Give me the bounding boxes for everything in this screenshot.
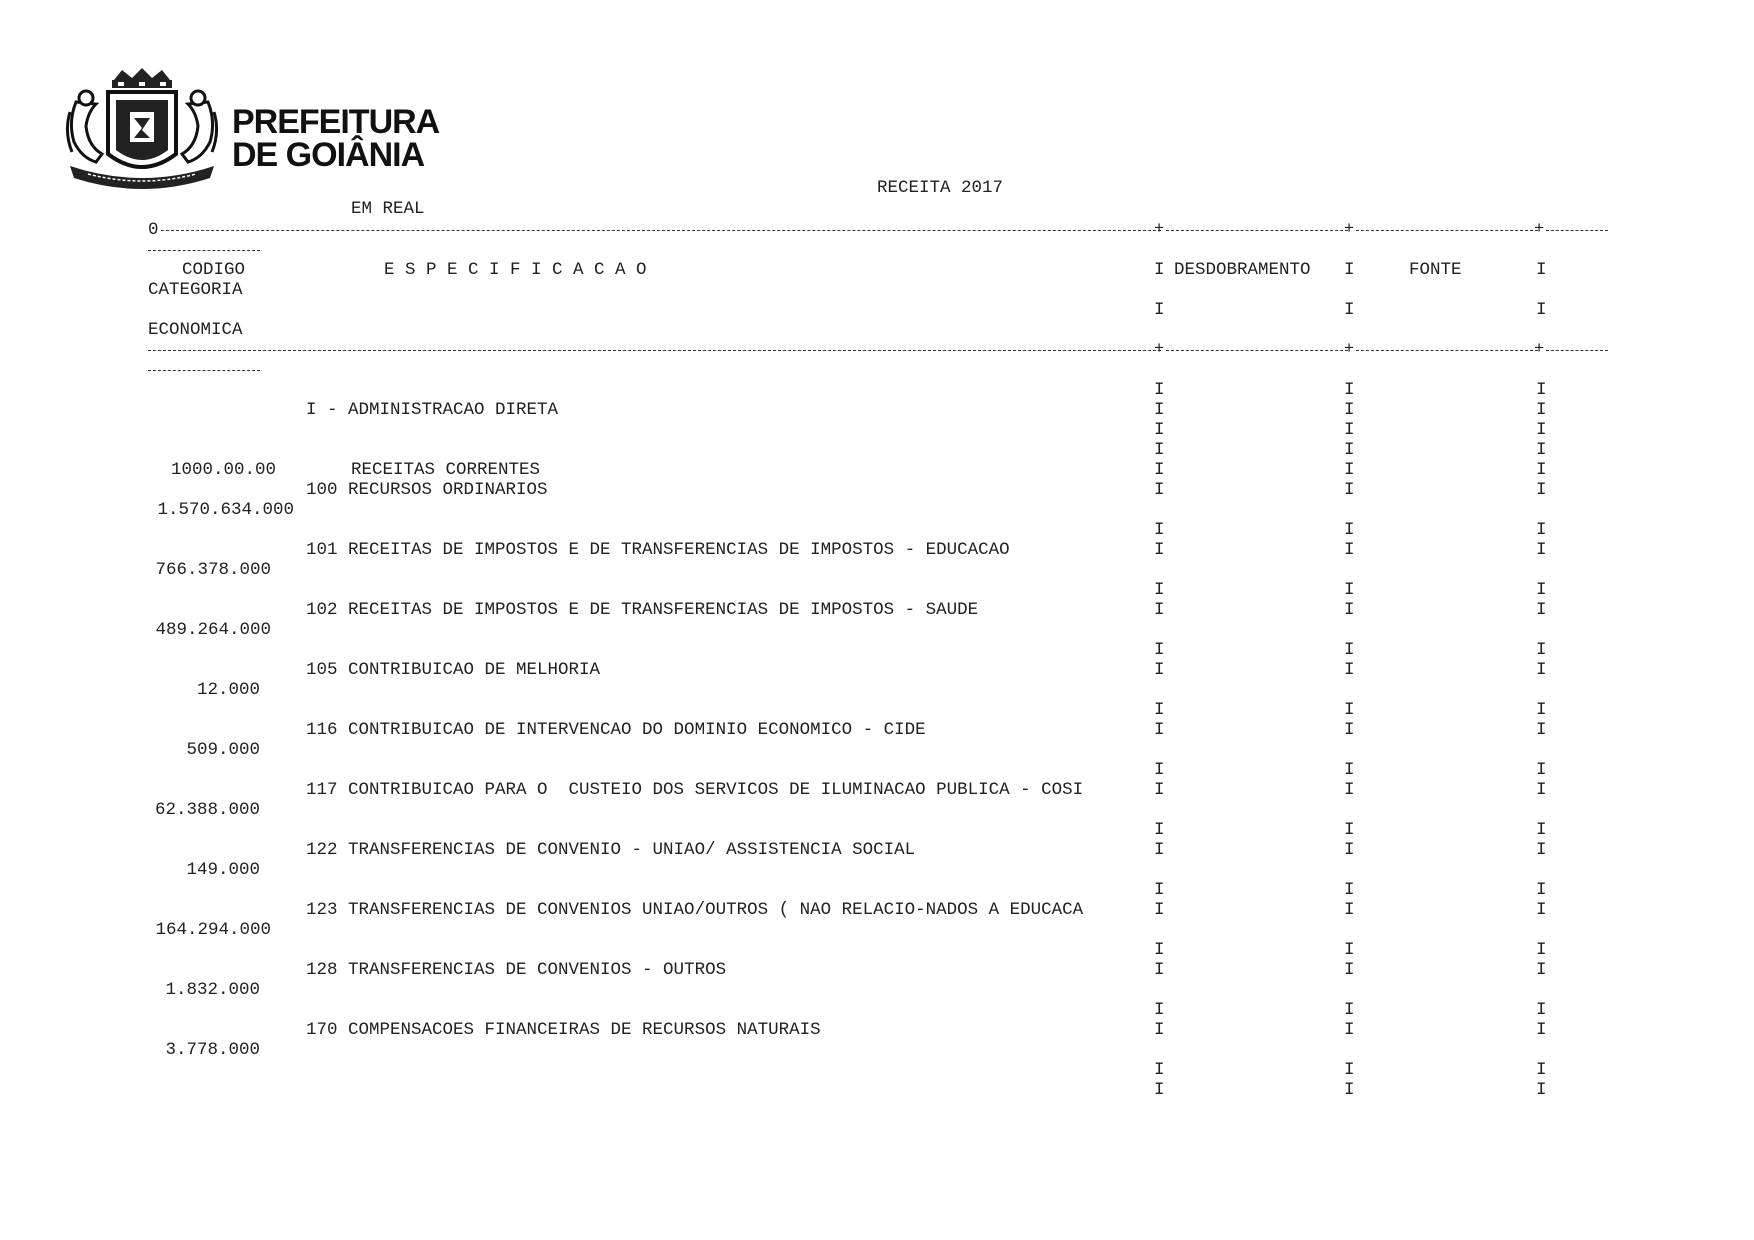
col-separator: I	[1344, 900, 1355, 920]
rule-top-2	[1166, 230, 1348, 231]
col-separator: I	[1536, 480, 1547, 500]
col-separator: I	[1536, 380, 1547, 400]
col-separator: I	[1344, 540, 1355, 560]
col-separator: I	[1344, 640, 1355, 660]
col-separator: I	[1154, 540, 1165, 560]
row-value: 62.388.000	[154, 800, 260, 820]
col-separator: I	[1536, 940, 1547, 960]
col-separator: I	[1154, 300, 1165, 320]
row-label: 117 CONTRIBUICAO PARA O CUSTEIO DOS SERVICOS DE ILUMINACAO PUBLICA - COSI	[306, 780, 1084, 800]
col-separator: I	[1344, 720, 1355, 740]
col-separator: I	[1344, 400, 1355, 420]
col-separator: I	[1536, 960, 1547, 980]
col-separator: I	[1344, 940, 1355, 960]
col-separator: I	[1536, 700, 1547, 720]
rule-plus: +	[1154, 340, 1165, 359]
col-separator: I	[1154, 840, 1165, 860]
col-separator: I	[1344, 420, 1355, 440]
col-separator: I	[1344, 380, 1355, 400]
col-separator: I	[1154, 720, 1165, 740]
col-separator: I	[1154, 940, 1165, 960]
col-separator: I	[1344, 520, 1355, 540]
col-separator: I	[1536, 420, 1547, 440]
col-separator: I	[1344, 480, 1355, 500]
col-separator: I	[1154, 600, 1165, 620]
col-separator: I	[1344, 300, 1355, 320]
col-separator: I	[1536, 840, 1547, 860]
col-separator: I	[1536, 880, 1547, 900]
header-desdobramento: DESDOBRAMENTO	[1174, 260, 1311, 280]
col-separator: I	[1344, 1080, 1355, 1100]
header-categoria: CATEGORIA	[148, 280, 243, 300]
col-separator: I	[1154, 460, 1165, 480]
col-separator: I	[1344, 840, 1355, 860]
row-value: 1.570.634.000	[157, 500, 294, 520]
rule-plus: +	[1344, 340, 1355, 359]
col-separator: I	[1154, 580, 1165, 600]
col-separator: I	[1154, 760, 1165, 780]
rule-mid-wrap	[148, 370, 260, 371]
row-label: 123 TRANSFERENCIAS DE CONVENIOS UNIAO/OUTROS ( NAO RELACIO-NADOS A EDUCACA	[306, 900, 1084, 920]
rule-top-4	[1546, 230, 1608, 231]
row-label: 102 RECEITAS DE IMPOSTOS E DE TRANSFERENCIAS DE IMPOSTOS - SAUDE	[306, 600, 979, 620]
rule-plus: +	[1534, 340, 1545, 359]
col-separator: I	[1536, 580, 1547, 600]
row-label: 116 CONTRIBUICAO DE INTERVENCAO DO DOMINIO ECONOMICO - CIDE	[306, 720, 926, 740]
col-separator: I	[1536, 400, 1547, 420]
col-separator: I	[1344, 700, 1355, 720]
brand-line-2: DE GOIÂNIA	[232, 136, 425, 174]
col-separator: I	[1154, 780, 1165, 800]
row-value: 149.000	[186, 860, 260, 880]
col-separator: I	[1154, 900, 1165, 920]
rule-plus: +	[1344, 220, 1355, 239]
col-separator: I	[1154, 1000, 1165, 1020]
col-separator: I	[1344, 780, 1355, 800]
row-value: 489.264.000	[155, 620, 271, 640]
col-separator: I	[1536, 1080, 1547, 1100]
col-separator: I	[1344, 460, 1355, 480]
rule-start-marker: 0	[148, 220, 159, 240]
col-separator: I	[1154, 380, 1165, 400]
col-separator: I	[1536, 900, 1547, 920]
header-economica: ECONOMICA	[148, 320, 243, 340]
col-separator: I	[1344, 440, 1355, 460]
brand-line-1: PREFEITURA	[232, 103, 440, 141]
col-separator: I	[1536, 1020, 1547, 1040]
col-separator: I	[1344, 1020, 1355, 1040]
section-title: I - ADMINISTRACAO DIRETA	[306, 400, 559, 420]
col-separator: I	[1154, 260, 1165, 280]
col-separator: I	[1344, 820, 1355, 840]
col-separator: I	[1154, 440, 1165, 460]
section-subtitle: RECEITAS CORRENTES	[351, 460, 541, 480]
col-separator: I	[1154, 520, 1165, 540]
row-value: 164.294.000	[155, 920, 271, 940]
col-separator: I	[1536, 600, 1547, 620]
brand-name	[232, 103, 440, 174]
row-value: 766.378.000	[155, 560, 271, 580]
col-separator: I	[1344, 1000, 1355, 1020]
col-separator: I	[1154, 640, 1165, 660]
col-separator: I	[1344, 960, 1355, 980]
col-separator: I	[1344, 260, 1355, 280]
row-label: 128 TRANSFERENCIAS DE CONVENIOS - OUTROS	[306, 960, 727, 980]
col-separator: I	[1536, 460, 1547, 480]
row-label: 105 CONTRIBUICAO DE MELHORIA	[306, 660, 601, 680]
col-separator: I	[1536, 820, 1547, 840]
row-value: 1.832.000	[165, 980, 260, 1000]
col-separator: I	[1154, 880, 1165, 900]
col-separator: I	[1536, 440, 1547, 460]
col-separator: I	[1536, 540, 1547, 560]
col-separator: I	[1536, 660, 1547, 680]
row-label: 100 RECURSOS ORDINARIOS	[306, 480, 548, 500]
row-label: 122 TRANSFERENCIAS DE CONVENIO - UNIAO/ ASSISTENCIA SOCIAL	[306, 840, 916, 860]
header-fonte: FONTE	[1409, 260, 1462, 280]
rule-top-3	[1356, 230, 1538, 231]
col-separator: I	[1536, 780, 1547, 800]
col-separator: I	[1154, 1080, 1165, 1100]
header-especificacao: E S P E C I F I C A C A O	[384, 260, 647, 280]
report-title: RECEITA 2017	[877, 178, 1004, 198]
col-separator: I	[1154, 400, 1165, 420]
rule-plus: +	[1154, 220, 1165, 239]
row-value: 12.000	[196, 680, 260, 700]
col-separator: I	[1154, 480, 1165, 500]
row-label: 170 COMPENSACOES FINANCEIRAS DE RECURSOS NATURAIS	[306, 1020, 821, 1040]
rule-mid-3	[1356, 350, 1538, 351]
col-separator: I	[1154, 660, 1165, 680]
col-separator: I	[1536, 520, 1547, 540]
col-separator: I	[1154, 1060, 1165, 1080]
col-separator: I	[1536, 1060, 1547, 1080]
section-code: 1000.00.00	[171, 460, 277, 480]
col-separator: I	[1154, 700, 1165, 720]
rule-mid-2	[1166, 350, 1348, 351]
col-separator: I	[1344, 880, 1355, 900]
row-value: 509.000	[186, 740, 260, 760]
col-separator: I	[1536, 1000, 1547, 1020]
rule-plus: +	[1534, 220, 1545, 239]
unit-label: EM REAL	[351, 199, 425, 219]
col-separator: I	[1344, 600, 1355, 620]
row-label: 101 RECEITAS DE IMPOSTOS E DE TRANSFERENCIAS DE IMPOSTOS - EDUCACAO	[306, 540, 1010, 560]
col-separator: I	[1536, 300, 1547, 320]
col-separator: I	[1154, 960, 1165, 980]
col-separator: I	[1344, 760, 1355, 780]
col-separator: I	[1154, 420, 1165, 440]
col-separator: I	[1536, 760, 1547, 780]
col-separator: I	[1344, 1060, 1355, 1080]
col-separator: I	[1154, 820, 1165, 840]
col-separator: I	[1536, 720, 1547, 740]
rule-mid-1	[148, 350, 1161, 351]
coat-of-arms-logo	[62, 62, 222, 192]
rule-top-1	[161, 230, 1161, 231]
col-separator: I	[1536, 640, 1547, 660]
col-separator: I	[1536, 260, 1547, 280]
header-codigo: CODIGO	[182, 260, 246, 280]
rule-mid-4	[1546, 350, 1608, 351]
col-separator: I	[1154, 1020, 1165, 1040]
col-separator: I	[1344, 580, 1355, 600]
row-value: 3.778.000	[165, 1040, 260, 1060]
rule-top-wrap	[148, 250, 260, 251]
col-separator: I	[1344, 660, 1355, 680]
